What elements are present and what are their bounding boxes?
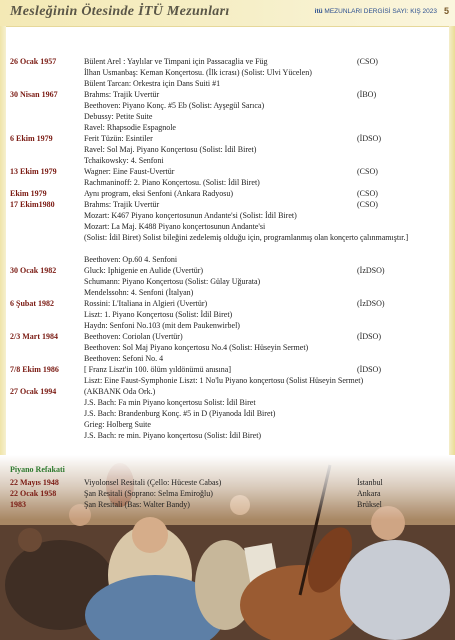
brand-text: MEZUNLARI DERGİSİ SAYI: KIŞ 2023 — [322, 8, 437, 15]
concert-work: (Solist: İdil Biret) Solist bileğini zedelemiş olduğu için, programlanmış olan konçerto çalınmamıştır.] — [84, 233, 409, 242]
concert-work: Tchaikowsky: 4. Senfoni — [84, 156, 164, 165]
concert-work: Beethoven: Op.60 4. Senfoni — [84, 255, 178, 264]
brand-logo-text: itü — [314, 8, 323, 15]
concert-work: Bülent Tarcan: Orkestra için Dans Suiti #1 — [84, 79, 221, 88]
concert-work: Mozart: La Maj. K488 Piyano konçertosunun Andante'si — [84, 222, 266, 231]
concert-work: Mendelssohn: 4. Senfoni (İtalyan) — [84, 288, 194, 297]
concert-work: Beethoven: Sefoni No. 4 — [84, 354, 164, 363]
concert-work: Brahms: Trajik Uvertür — [84, 200, 160, 209]
concert-work: Wagner: Eine Faust-Uvertür — [84, 167, 175, 176]
concert-date: 30 Ocak 1982 — [10, 266, 57, 275]
concert-date: 7/8 Ekim 1986 — [10, 365, 59, 374]
orchestra-abbreviation: (İDSO) — [357, 134, 381, 143]
header-title: Mesleğinin Ötesinde İTÜ Mezunları — [10, 4, 230, 19]
concert-date: 27 Ocak 1994 — [10, 387, 57, 396]
orchestra-abbreviation: (CSO) — [357, 189, 378, 198]
orchestra-photo-illustration — [0, 455, 455, 640]
concert-date: 13 Ekim 1979 — [10, 167, 57, 176]
recital-place: Ankara — [357, 489, 381, 498]
orchestra-abbreviation: (İDSO) — [357, 365, 381, 374]
concert-work: Grieg: Holberg Suite — [84, 420, 151, 429]
orchestra-abbreviation: (CSO) — [357, 167, 378, 176]
magazine-brand — [315, 8, 437, 15]
recital-work: Şan Resitali (Soprano: Selma Emiroğlu) — [84, 489, 213, 498]
concert-date: 26 Ocak 1957 — [10, 57, 57, 66]
orchestra-abbreviation: (İzDSO) — [357, 266, 385, 275]
concert-work: İlhan Usmanbaş: Keman Konçertosu. (İlk icrası) (Solist: Ulvi Yücelen) — [84, 68, 312, 77]
orchestra-abbreviation: (CSO) — [357, 200, 378, 209]
concert-work: Ravel: Rhapsodie Espagnole — [84, 123, 176, 132]
concert-work: Liszt: 1. Piyano Konçertosu (Solist: İdil Biret) — [84, 310, 233, 319]
orchestra-abbreviation: (İBO) — [357, 90, 377, 99]
concert-work: Ravel: Sol Maj. Piyano Konçertosu (Solist: İdil Biret) — [84, 145, 257, 154]
concert-work: (AKBANK Oda Ork.) — [84, 387, 156, 396]
orchestra-abbreviation: (CSO) — [357, 57, 378, 66]
concert-date: Ekim 1979 — [10, 189, 47, 198]
concert-work: Mozart: K467 Piyano konçertosunun Andante'si (Solist: İdil Biret) — [84, 211, 297, 220]
recital-date: 22 Mayıs 1948 — [10, 478, 59, 487]
concert-work: Rossini: L'Italiana in Algieri (Uvertür) — [84, 299, 208, 308]
concert-work: Bülent Arel : Yaylılar ve Timpani için Passacaglia ve Füg — [84, 57, 268, 66]
recital-date: 22 Ocak 1958 — [10, 489, 57, 498]
orchestra-abbreviation: (İDSO) — [357, 332, 381, 341]
concert-work: J.S. Bach: Fa min Piyano konçertosu Solist: İdil Biret — [84, 398, 256, 407]
concert-date: 6 Şubat 1982 — [10, 299, 55, 308]
recital-work: Şan Resitali (Bas: Walter Bandy) — [84, 500, 190, 509]
concert-work: Ferit Tüzün: Esintiler — [84, 134, 153, 143]
concert-date: 2/3 Mart 1984 — [10, 332, 58, 341]
concert-date: 30 Nisan 1967 — [10, 90, 58, 99]
concert-work: Debussy: Petite Suite — [84, 112, 153, 121]
concert-work: J.S. Bach: Brandenburg Konç. #5 in D (Piyanoda İdil Biret) — [84, 409, 276, 418]
page-header — [0, 0, 455, 27]
orchestra-abbreviation: (İzDSO) — [357, 299, 385, 308]
concert-work: Beethoven: Sol Maj Piyano konçertosu No.4 (Solist: Hüseyin Sermet) — [84, 343, 309, 352]
concert-work: Beethoven: Piyano Konç. #5 Eb (Solist: Ayşegül Sarıca) — [84, 101, 265, 110]
concert-work: [ Franz Liszt'in 100. ölüm yıldönümü anısına] — [84, 365, 231, 374]
concert-work: J.S. Bach: re min. Piyano konçertosu (Solist: İdil Biret) — [84, 431, 262, 440]
recital-work: Viyolonsel Resitali (Çello: Hüceste Cabas) — [84, 478, 222, 487]
concert-work: Rachmaninoff: 2. Piano Konçertosu. (Solist: İdil Biret) — [84, 178, 260, 187]
recitals-section-title: Piyano Refakati — [10, 465, 65, 474]
orchestra-photo — [0, 455, 455, 640]
recital-place: İstanbul — [357, 478, 383, 487]
recital-date: 1983 — [10, 500, 26, 509]
concert-date: 6 Ekim 1979 — [10, 134, 53, 143]
concert-work: Aynı program, eksi Senfoni (Ankara Radyosu) — [84, 189, 234, 198]
concert-work: Gluck: Iphigenie en Aulide (Uvertür) — [84, 266, 204, 275]
page-number: 5 — [443, 6, 449, 16]
concert-work: Brahms: Trajik Uvertür — [84, 90, 160, 99]
concert-work: Beethoven: Coriolan (Uvertür) — [84, 332, 183, 341]
recital-place: Brüksel — [357, 500, 382, 509]
concert-date: 17 Ekim1980 — [10, 200, 55, 209]
concert-work: Schumann: Piyano Konçertosu (Solist: Gülay Uğurata) — [84, 277, 261, 286]
concert-work: Haydn: Senfoni No.103 (mit dem Paukenwirbel) — [84, 321, 240, 330]
concert-work: Liszt: Eine Faust-Symphonie Liszt: 1 No'lu Piyano konçertosu (Solist Hüseyin Sermet) — [84, 376, 364, 385]
